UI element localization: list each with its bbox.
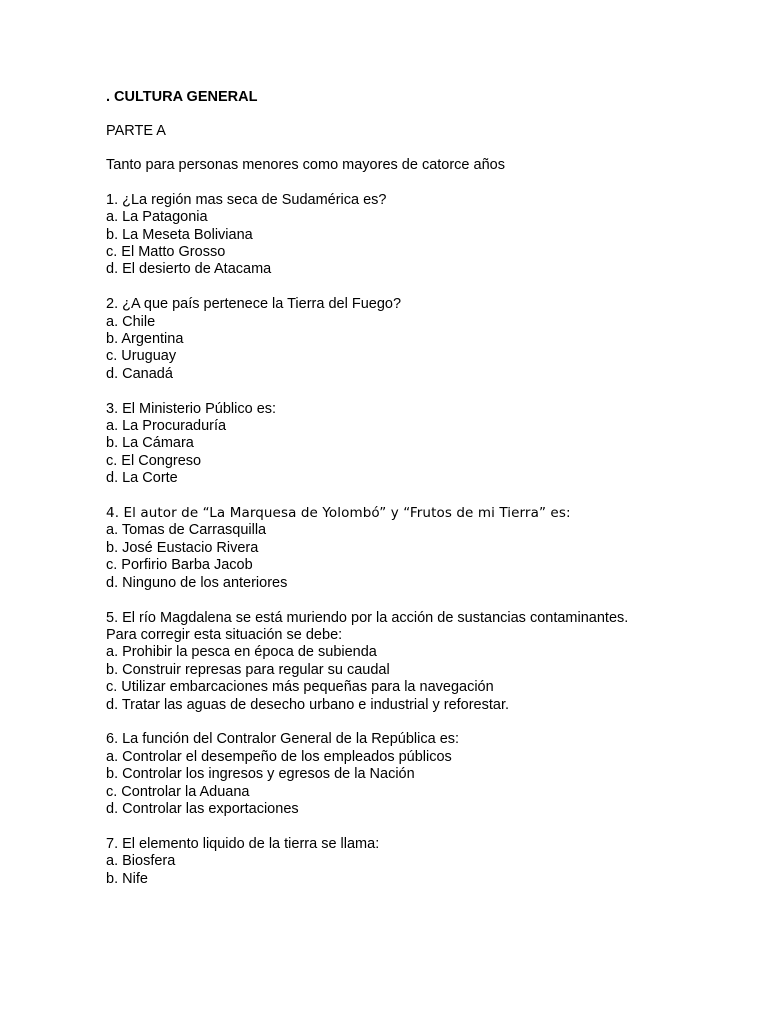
intro-text: Tanto para personas menores como mayores de catorce años [106, 157, 505, 174]
part-heading: PARTE A [106, 123, 166, 139]
answer-option: a. Chile [106, 313, 156, 330]
answer-option: d. Controlar las exportaciones [106, 800, 299, 817]
answer-option: a. La Patagonia [106, 209, 208, 226]
answer-option: c. Uruguay [106, 348, 177, 365]
question-text: 5. El río Magdalena se está muriendo por la acción de sustancias contaminantes. [106, 609, 629, 626]
answer-option: b. Construir represas para regular su caudal [106, 661, 390, 678]
answer-option: a. Prohibir la pesca en época de subienda [106, 644, 377, 661]
answer-option: b. La Cámara [106, 435, 194, 452]
answer-option: c. El Matto Grosso [106, 244, 226, 261]
answer-option: c. Porfirio Barba Jacob [106, 557, 253, 574]
answer-option: b. Nife [106, 870, 148, 887]
answer-option: a. Tomas de Carrasquilla [106, 522, 267, 539]
answer-option: b. Argentina [106, 331, 184, 348]
answer-option: d. La Corte [106, 470, 178, 487]
question-text: 4. El autor de “La Marquesa de Yolombó” y “Frutos de mi Tierra” es: [106, 505, 571, 522]
question-block [106, 731, 746, 818]
answer-option: a. Controlar el desempeño de los empleados públicos [106, 748, 452, 765]
answer-option: d. El desierto de Atacama [106, 261, 272, 278]
question-text: 3. El Ministerio Público es: [106, 400, 277, 417]
question-text: Para corregir esta situación se debe: [106, 626, 343, 643]
question-text: 6. La función del Contralor General de la República es: [106, 731, 460, 748]
question-block [106, 505, 746, 592]
answer-option: c. El Congreso [106, 452, 202, 469]
document-page [106, 88, 746, 905]
question-text: 7. El elemento liquido de la tierra se llama: [106, 835, 380, 852]
question-block [106, 401, 746, 488]
answer-option: b. Controlar los ingresos y egresos de la Nación [106, 766, 415, 783]
answer-option: c. Controlar la Aduana [106, 783, 250, 800]
answer-option: b. La Meseta Boliviana [106, 226, 253, 243]
answer-option: d. Canadá [106, 365, 173, 382]
question-block [106, 836, 746, 888]
answer-option: c. Utilizar embarcaciones más pequeñas para la navegación [106, 679, 494, 696]
answer-option: b. José Eustacio Rivera [106, 539, 259, 556]
question-text: 2. ¿A que país pertenece la Tierra del Fuego? [106, 296, 402, 313]
question-text: 1. ¿La región mas seca de Sudamérica es? [106, 191, 387, 208]
question-block [106, 192, 746, 279]
answer-option: d. Ninguno de los anteriores [106, 574, 288, 591]
question-list [106, 192, 746, 888]
question-block [106, 610, 746, 714]
document-title: . CULTURA GENERAL [106, 89, 258, 105]
answer-option: a. La Procuraduría [106, 418, 227, 435]
answer-option: d. Tratar las aguas de desecho urbano e industrial y reforestar. [106, 696, 510, 713]
answer-option: a. Biosfera [106, 853, 176, 870]
question-block [106, 296, 746, 383]
